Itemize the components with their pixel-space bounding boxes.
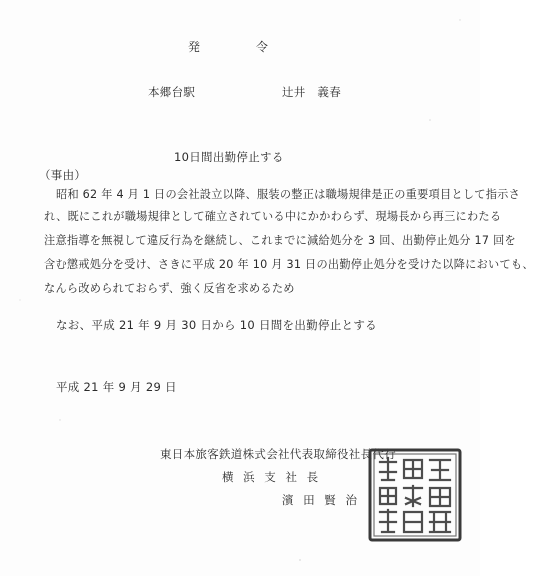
station-name: 本郷台駅: [148, 85, 196, 99]
title-rei: 令: [256, 40, 269, 54]
disposition-heading: 10日間出勤停止する: [174, 150, 284, 164]
reason-line-3: 注意指導を無視して違反行為を継続し、これまでに減給処分を 3 回、出勤停止処分 17 回を: [44, 234, 516, 247]
reason-line-2: れ、既にこれが職場規律として確立されている中にかかわらず、現場長から再三にわたる: [44, 210, 502, 223]
title-hatsu: 発: [188, 40, 201, 54]
reason-line-5: なんら改められておらず、強く反省を求めるため: [44, 282, 295, 295]
issuer-name: 濱 田 賢 治: [282, 493, 360, 507]
reason-line-1: 昭和 62 年 4 月 1 日の会社設立以降、服装の整正は職場規律是正の重要項目として指示さ: [56, 188, 521, 201]
person-name: 辻井 義春: [282, 85, 341, 99]
issuer-branch: 横 浜 支 社 長: [222, 470, 322, 484]
issue-date: 平成 21 年 9 月 29 日: [56, 380, 177, 394]
reason-line-4: 含む懲戒処分を受け、さきに平成 20 年 10 月 31 日の出勤停止処分を受けた以降においても、: [44, 258, 534, 271]
reason-label: （事由）: [39, 168, 87, 182]
issuer-company: 東日本旅客鉄道株式会社代表取締役社長代行: [160, 447, 396, 461]
suspension-notice: なお、平成 21 年 9 月 30 日から 10 日間を出勤停止とする: [56, 318, 377, 332]
official-seal-stamp: [368, 448, 462, 542]
